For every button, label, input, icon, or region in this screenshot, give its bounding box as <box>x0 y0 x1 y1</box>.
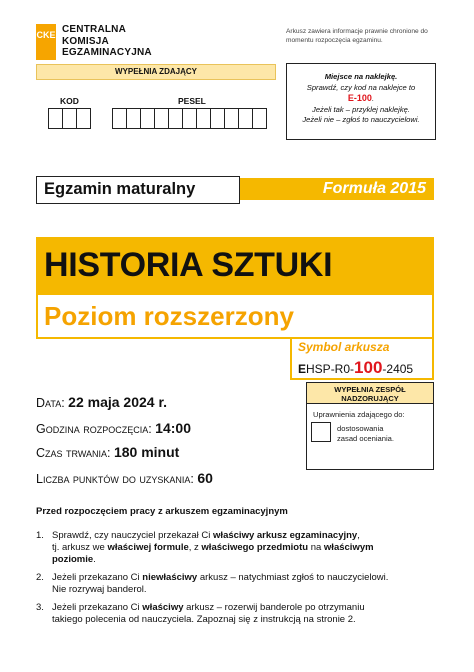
pesel-field[interactable] <box>112 108 266 129</box>
sticker-code: E-100 <box>347 93 372 103</box>
sticker-box: Miejsce na naklejkę. Sprawdź, czy kod na naklejce to E-100. Jeżeli tak – przyklej naklejkę. Jeżeli nie – zgłoś to nauczycielowi. <box>286 63 436 140</box>
exam-points: Liczba punktów do uzyskania: 60 <box>36 470 213 486</box>
exam-date: Data: 22 maja 2024 r. <box>36 394 168 410</box>
supervisor-permission-label: Uprawnienia zdającego do: <box>313 410 405 419</box>
accommodation-label: dostosowania zasad oceniania. <box>337 424 394 443</box>
supervisor-header: WYPEŁNIA ZESPÓŁ NADZORUJĄCY <box>306 382 434 404</box>
instruction-item: 1. Sprawdź, czy nauczyciel przekazał Ci właściwy arkusz egzaminacyjny, tj. arkusz we właściwej formule, z właściwego przedmiotu na właściwym poziomie. <box>36 530 374 565</box>
instructions-title: Przed rozpoczęciem pracy z arkuszem egzaminacyjnym <box>36 506 288 517</box>
kod-label: KOD <box>60 96 79 106</box>
subject-title: HISTORIA SZTUKI <box>44 246 333 284</box>
exam-duration: Czas trwania: 180 minut <box>36 444 180 460</box>
subject-level: Poziom rozszerzony <box>44 301 294 331</box>
kod-field[interactable] <box>48 108 90 129</box>
protected-info-note: Arkusz zawiera informacje prawnie chronione do momentu rozpoczęcia egzaminu. <box>286 28 428 44</box>
instruction-item: 3. Jeżeli przekazano Ci właściwy arkusz – rozerwij banderole po otrzymaniu takiego polecenia od nauczyciela. Zapoznaj się z instrukcją na stronie 2. <box>36 602 365 625</box>
exam-title: Egzamin maturalny <box>36 176 240 204</box>
instruction-item: 2. Jeżeli przekazano Ci niewłaściwy arkusz – natychmiast zgłoś to nauczycielowi. Nie rozrywaj banderol. <box>36 572 389 595</box>
accommodation-checkbox[interactable] <box>311 422 331 442</box>
exam-start-time: Godzina rozpoczęcia: 14:00 <box>36 420 191 436</box>
fill-by-candidate-header: WYPEŁNIA ZDAJĄCY <box>36 64 276 80</box>
cke-logo-text: CENTRALNA KOMISJA EGZAMINACYJNA <box>62 24 152 58</box>
pesel-label: PESEL <box>178 96 206 106</box>
cke-logo-icon: CKE <box>36 24 56 60</box>
exam-formula: Formuła 2015 <box>322 180 426 197</box>
symbol-code: EHSP-R0-100-2405 <box>298 358 414 377</box>
symbol-label: Symbol arkusza <box>298 340 390 354</box>
